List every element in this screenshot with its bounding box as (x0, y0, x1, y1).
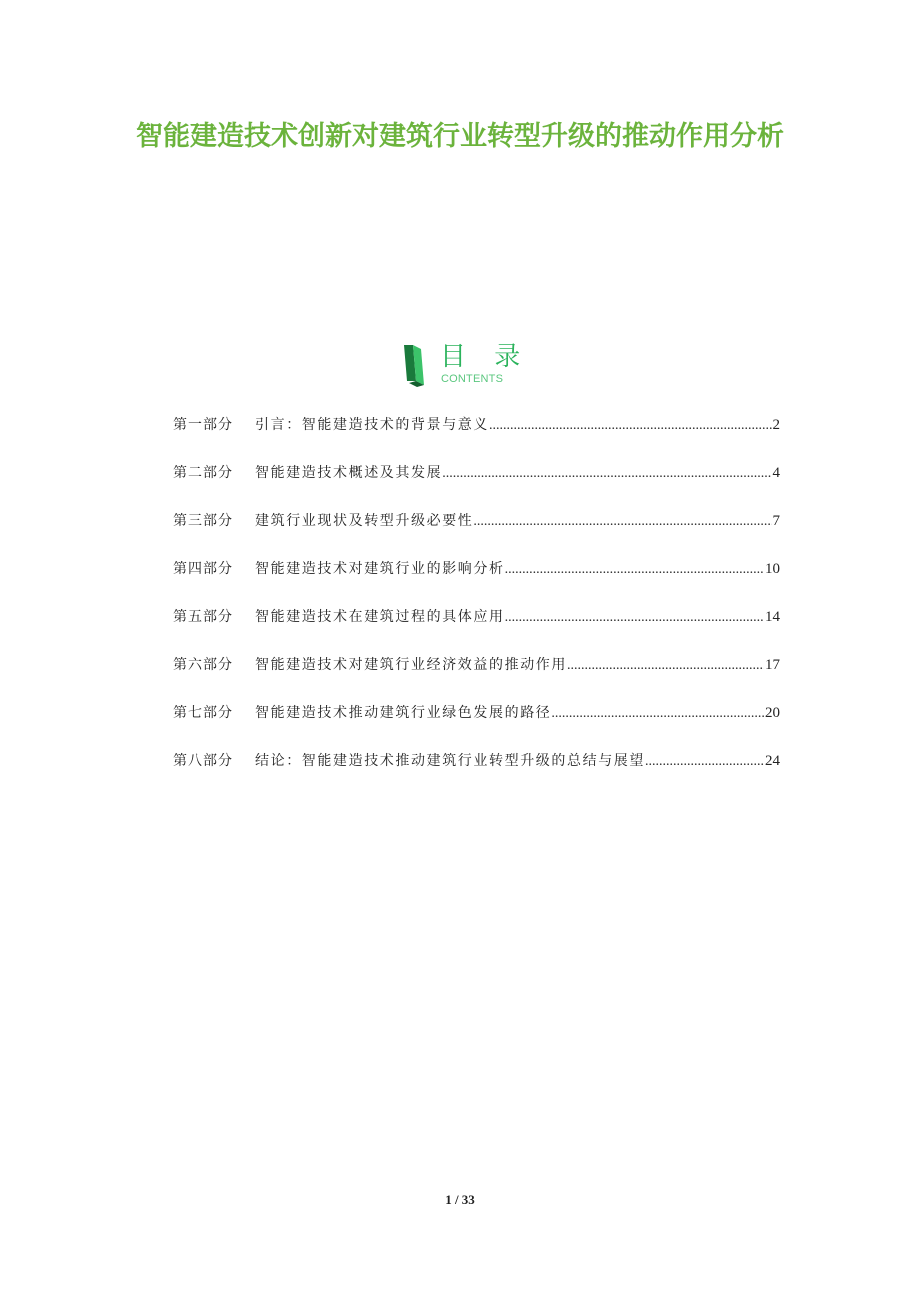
toc-entry-title: 智能建造技术对建筑行业的影响分析 (255, 561, 505, 577)
toc-entry-title: 引言：智能建造技术的背景与意义 (255, 417, 489, 433)
toc-entry-title: 智能建造技术推动建筑行业绿色发展的路径 (255, 705, 552, 721)
table-of-contents (173, 413, 780, 797)
toc-dot-leader (551, 702, 764, 726)
toc-entry-part: 第六部分 (173, 657, 233, 673)
toc-entry-page: 10 (765, 561, 780, 577)
toc-entry-page: 24 (765, 753, 780, 769)
book-bookmark-icon (404, 345, 428, 387)
toc-dot-leader (442, 462, 771, 486)
toc-entry-title: 智能建造技术概述及其发展 (255, 465, 443, 481)
toc-dot-leader (567, 654, 764, 678)
toc-dot-leader (489, 414, 772, 438)
toc-entry-title: 智能建造技术在建筑过程的具体应用 (255, 609, 505, 625)
toc-entry-part: 第二部分 (173, 465, 233, 481)
toc-entry-title: 结论：智能建造技术推动建筑行业转型升级的总结与展望 (255, 753, 645, 769)
toc-entry-page: 17 (765, 657, 780, 673)
toc-entry-page: 14 (765, 609, 780, 625)
toc-heading: 目 录 (440, 342, 531, 372)
toc-entry-title: 建筑行业现状及转型升级必要性 (255, 513, 474, 529)
toc-entry-part-1[interactable] (173, 413, 780, 437)
toc-entry-title: 智能建造技术对建筑行业经济效益的推动作用 (255, 657, 567, 673)
page-number: 1 / 33 (445, 1192, 475, 1207)
toc-subheading: CONTENTS (441, 373, 504, 385)
toc-header (404, 343, 544, 389)
toc-entry-part: 第七部分 (173, 705, 233, 721)
toc-entry-page: 2 (772, 417, 780, 433)
toc-entry-part: 第八部分 (173, 753, 233, 769)
toc-entry-part-7[interactable] (173, 701, 780, 725)
toc-entry-part-4[interactable] (173, 557, 780, 581)
toc-entry-part-2[interactable] (173, 461, 780, 485)
toc-dot-leader (505, 606, 764, 630)
toc-entry-part-3[interactable] (173, 509, 780, 533)
toc-dot-leader (473, 510, 771, 534)
toc-dot-leader (645, 750, 764, 774)
toc-entry-page: 20 (765, 705, 780, 721)
toc-entry-part-8[interactable] (173, 749, 780, 773)
document-title: 智能建造技术创新对建筑行业转型升级的推动作用分析 (136, 121, 784, 152)
toc-entry-part-6[interactable] (173, 653, 780, 677)
toc-entry-page: 7 (772, 513, 780, 529)
toc-dot-leader (505, 558, 764, 582)
toc-entry-page: 4 (772, 465, 780, 481)
toc-entry-part: 第三部分 (173, 513, 233, 529)
toc-entry-part: 第四部分 (173, 561, 233, 577)
toc-entry-part: 第五部分 (173, 609, 233, 625)
toc-entry-part: 第一部分 (173, 417, 233, 433)
toc-entry-part-5[interactable] (173, 605, 780, 629)
